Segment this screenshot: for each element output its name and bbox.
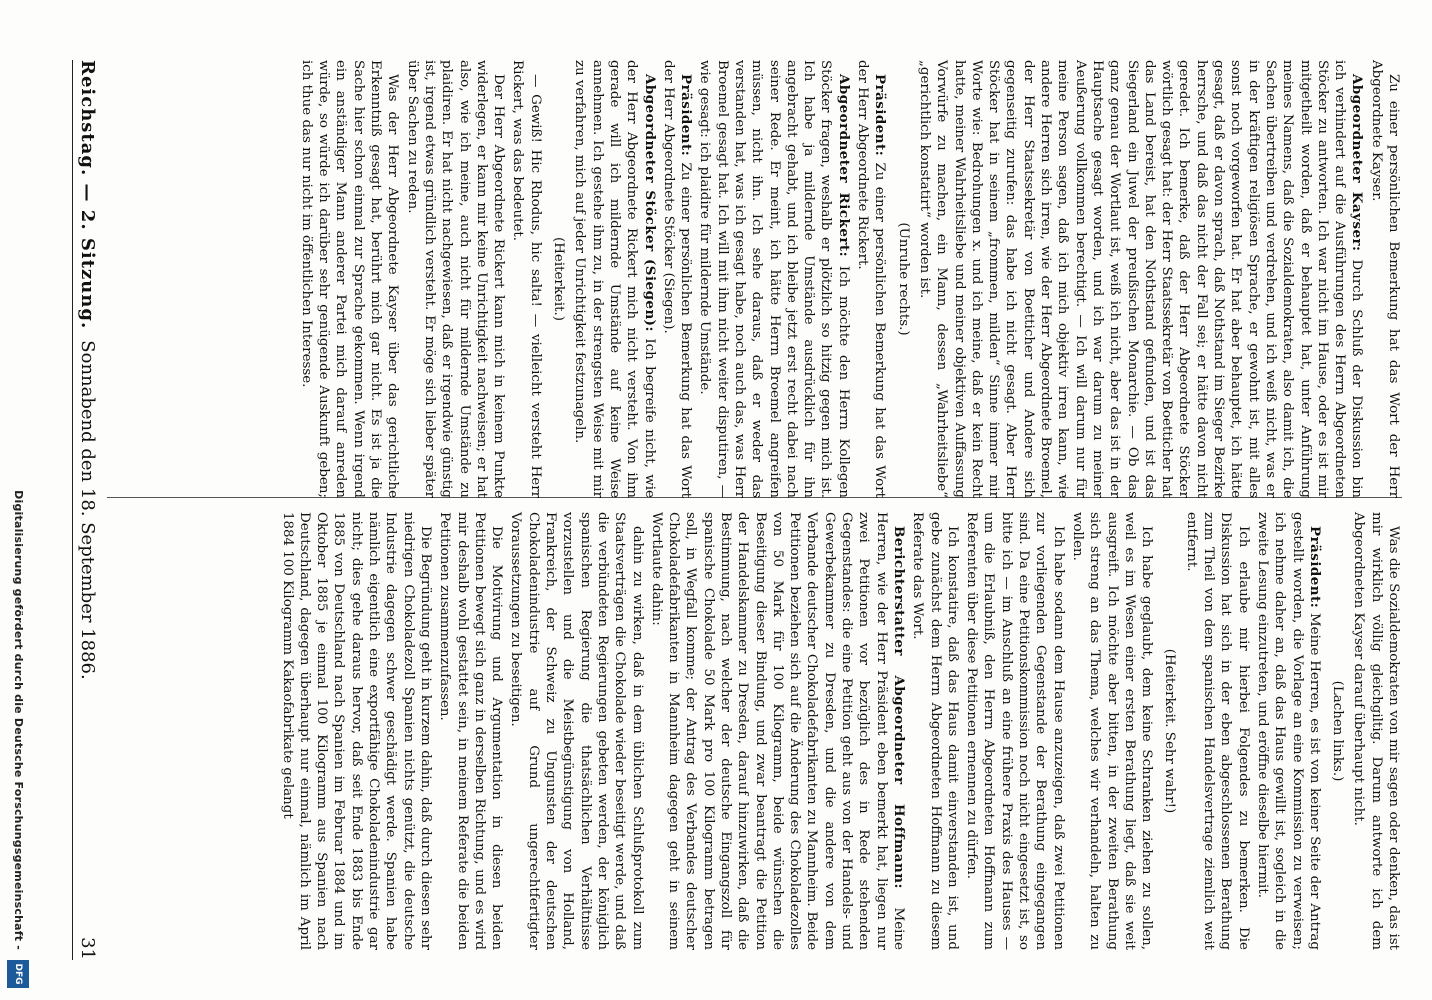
speaker-name: Präsident:: [1306, 526, 1323, 609]
header-left: Reichstag. — 2. Sitzung.: [77, 60, 98, 330]
paragraph: Ich habe geglaubt, dem keine Schranken ziehen zu sollen, weil es im Wesen einer ersten Berathung liegt, daß sie weit ausgreift. Ich möchte aber bitten, in der zweiten Berathung sich streng an das Thema, welches wir verhandeln, halten zu wollen.: [1069, 512, 1155, 950]
interjection: (Unruhe rechts.): [895, 222, 911, 336]
paragraph: Die Begründung geht in kurzem dahin, daß durch diesen sehr niedrigen Chokoladezoll Spanien nichts genützt, die deutsche Industrie dagegen schwer geschädigt werde. Spanien habe nämlich eigentlich eine exportfähige Chokoladenindustrie gar nicht; dies gehe daraus hervor, daß seit Ende 1883 bis Ende 1885 von Deutschland nach Spanien im Februar 1884 und im Oktober 1885 je einmal 100 Kilogramm aus Spanien nach Deutschland, dagegen überhaupt nur einmal, nämlich im April 1884 100 Kilogramm Kakaofabrikate gelangt: [279, 512, 433, 950]
right-column-text: [82, 512, 1402, 950]
paragraph: Ich konstatire, daß das Haus damit einverstanden ist, und gebe zunächst dem Herrn Abgeordneten Hoffmann zu diesem Referate das Wort.: [910, 512, 960, 950]
speech-text: Durch Schluß der Diskussion bin ich verhindert auf die Ausführungen des Herrn Abgeordneten Stöcker zu antworten. Ich war nicht im Hause, oder es ist mir mitgetheilt worden, daß er behauptet hat, unter Anführung meines Namens, daß die Sozialdemokraten, also damit ich, die Sachen übertreiben und verdrehen, und ich weiß nicht, was er in der kräftigen religiösen Sprache, er gewohnt ist, mit alles sonst noch vorgeworfen hat. Er hat aber behauptet, ich hätte gesagt, daß er davon sprach, daß Nothstand im Sieger Bezirke herrsche, und daß das nicht der Fall sei; er hätte davon nicht geredet. Ich bemerke, daß der Herr Abgeordnete Stöcker wörtlich gesagt hat: der Herr Staatssekretär von Boetticher hat das Land bereist, hat den Nothstand gefunden, und ist das Siegerland ein Juwel der preußischen Monarchie. — Ob das ganz genau der Wortlaut ist, weiß ich nicht, aber das ist in der Hauptsache gesagt worden, und ich war darum zu meiner Aeußerung vollkommen berechtigt. — Ich will darum nur für meine Person sagen, daß ich mich objektiv irren kann, wie andere Herren sich irren, wie der Herr Abgeordnete Broemel, der Herr Staatssekretär von Boetticher und Andere sich gegenseitig zurufen: das habe ich nicht gesagt. Aber Herr Stöcker hat in seinem „frommen, milden“ Sinne immer mir Worte wie: Bedrohungen x. und ich meine, daß er kein Recht hatte, meiner Wahrheitsliebe und meiner objektiven Auffassung Vorwürfe zu machen, ein Mann, dessen „Wahrheitsliebe“ „gerichtlich konstatirt“ worden ist.: [916, 60, 1365, 498]
paragraph: Ich erlaube mir hierbei Folgendes zu bemerken. Die Diskussion hat sich in der eben abgeschlossenen Berathung zum Theil von dem spanischen Handelsvertrage ziemlich weit entfernt.: [1183, 512, 1251, 950]
paragraph: Die Motivirung und Argumentation in diesen beiden Petitionen bewegt sich ganz in derselben Richtung, und es wird mir deshalb wohl gestattet sein, in meinem Referate die beiden Petitionen zusammenzufassen.: [437, 512, 505, 950]
digitization-footer: [0, 0, 37, 1000]
paragraph: Der Herr Abgeordnete Rickert kann mich in keinem Punkte widerlegen, er kann mir keine Unrichtigkeit nachweisen; er hat also, wie ich meine, auch nicht für mildernde Umstände zu plaidiren. Er hat nicht nachgewiesen, daß er irgendwie günstig ist, irgend etwas gründlich versteht. Er möge sich lieber später über Sachen zu reden.: [404, 60, 507, 498]
speech-text: Ich möchte den Herrn Kollegen Stöcker fragen, weshalb er plötzlich so hitzig gegen mich ist. Ich habe ja mildernde Umstände ausdrücklich für ihn angebracht gehabt, und ich bleibe jetzt erst recht dabei nach seiner Rede. Er meint, ich hätte Herrn Broemel angreifen müssen, nicht ihn. Ich sehe daraus, daß er weder das verstanden hat, was ich gesagt habe, noch auch das, was Herr Broemel gesagt hat. Ich will mit ihm nicht weiter disputiren, — wie gesagt: ich plaidire für mildernde Umstände.: [697, 60, 851, 499]
speech-paragraph: [696, 60, 852, 498]
paragraph: dahin zu wirken, daß in dem üblichen Schlußprotokoll zum Staatsverträgen die Chokolade wieder beseitigt werde, und daß die verbündeten Regierungen gebeten werden, der königlich spanischen Regierung die thatsächlichen Verhältnisse vorzustellen und die Meistbegünstigung von Holland, Frankreich, der Schweiz zu Ungunsten der deutschen Chokoladenindustrie auf Grund ungerechtfertigter Voraussetzungen zu beseitigen.: [508, 512, 645, 950]
speech-paragraph: [1254, 512, 1323, 950]
speaker-name: Abgeordneter Rickert:: [835, 74, 852, 258]
paragraph: Zu einer persönlichen Bemerkung hat das Wort der Herr Abgeordnete Kayser.: [1368, 60, 1401, 498]
left-column-text: [82, 60, 1402, 498]
interjection: (Lachen links.): [1330, 680, 1346, 782]
page-number: 31: [77, 937, 98, 960]
interjection: (Heiterkeit. Sehr wahr!): [1162, 648, 1178, 814]
paragraph: Ich habe sodann dem Hause anzuzeigen, daß zwei Petitionen zur vorliegenden Gegenstande der Berathung eingegangen sind. Da eine Petitionskommission noch nicht eingesetzt ist, so bitte ich — im Anschluß an eine frühere Praxis des Hauses — um die Erlaubniß, den Herrn Abgeordneten Hoffmann zum Referenten über diese Petitionen ernennen zu dürfen.: [964, 512, 1066, 950]
speech-paragraph: [571, 60, 657, 498]
speech-text: Zu einer persönlichen Bemerkung hat das Wort der Herr Abgeordnete Rickert.: [855, 60, 888, 498]
speech-paragraph: [660, 60, 695, 498]
speech-paragraph: [854, 60, 889, 498]
paragraph: Was die Sozialdemokraten von mir sagen oder denken, das ist mir wirklich völlig gleichgiltig. Darum antworte ich dem Abgeordneten Kayser darauf überhaupt nicht.: [1351, 512, 1401, 950]
speech-text: Meine Herren, es ist von keiner Seite der Antrag gestellt worden, die Vorlage an eine Kommission zu verweisen; ich nehme daher an, daß das Haus gewillt ist, sogleich in die zweite Lesung einzutreten, und eröffne dieselbe hiermit.: [1254, 512, 1322, 950]
paragraph: Was der Herr Abgeordnete Kayser über das gerichtliche Erkenntniß gesagt hat, berührt mich gar nicht. Es ist ja die Sache hier schon einmal zur Sprache gekommen. Wenn irgend ein anständiger Mann anderer Partei mich darauf anreden würde, so würde ich darüber sehr genügende Auskunft geben; ich thue das nur nicht im öffentlichen Interesse.: [298, 60, 401, 498]
footer-credit: Digitalisierung gefördert durch die Deutsche Forschungsgemeinschaft -: [12, 490, 25, 950]
speaker-name: Berichterstatter Abgeordneter Hoffmann:: [890, 526, 907, 889]
speaker-name: Präsident:: [678, 74, 695, 157]
dfg-logo: DFG: [7, 960, 29, 988]
header-date: Sonnabend den 18. September 1886.: [77, 340, 98, 680]
speech-text: Zu einer persönlichen Bemerkung hat das Wort der Herr Abgeordnete Stöcker (Siegen).: [660, 60, 694, 498]
speech-paragraph: [648, 512, 907, 950]
speaker-name: Abgeordneter Stöcker (Siegen):: [641, 74, 658, 332]
speech-text: Meine Herren, wie der Herr Präsident eben bemerkt hat, liegen nur zwei Petitionen vor bezüglich des in Rede stehenden Gegenstandes: die eine Petition geht aus von der Handels- und Gewerbekammer zu Dresden, und die andere von dem Verbande deutscher Chokoladefabrikanten zu Mannheim. Beide Petitionen beziehen sich auf die Änderung des Chokoladezolles von 50 Mark für 100 Kilogramm, beide wünschen die Beseitigung dieser Bindung, und zwar beantragt die Petition der Handelskammer zu Dresden, darauf hinzuwirken, daß die Bestimmung, nach welcher der deutsche Eingangszoll für spanische Chokolade 50 Mark pro 100 Kilogramm betragen soll, in Wegfall komme; der Antrag des Verbandes deutscher Chokoladefabrikanten in Mannheim dagegen geht in seinem Wortlaute dahin:: [648, 512, 906, 950]
speech-text: Ich begreife nicht, wie der Herr Abgeordnete Rickert mich nicht versteht. Von ihm gerade will ich mildernde Umstände auf keine Weise annehmen. Ich gestehe ihm zu, in der strengsten Weise mit mir zu verfahren, mich auf jeder Unrichtigkeit festzunageln.: [572, 60, 657, 498]
speech-paragraph: [916, 60, 1366, 498]
speaker-name: Präsident:: [872, 74, 889, 157]
paragraph: — Gewiß! Hic Rhodus, hic salta! — vielleicht versteht Herr Rickert, was das bedeutet.: [510, 60, 543, 498]
speaker-name: Abgeordneter Kayser:: [1349, 74, 1366, 252]
interjection: (Heiterkeit.): [551, 237, 567, 321]
